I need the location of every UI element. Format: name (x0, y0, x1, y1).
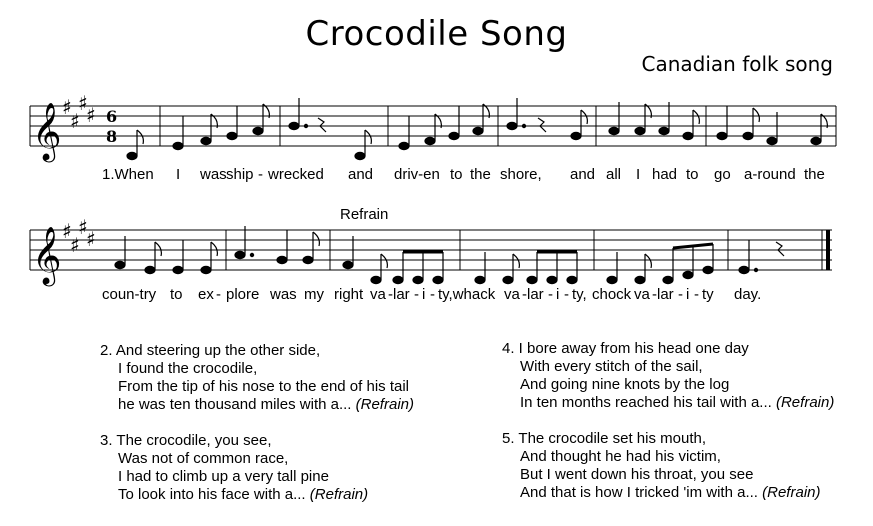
lyric-syllable: day. (734, 286, 762, 303)
notes-line-2 (115, 226, 784, 284)
svg-text:♯: ♯ (86, 103, 96, 127)
verse-line: I had to climb up a very tall pine (118, 468, 329, 485)
svg-text:♯: ♯ (86, 227, 96, 251)
lyrics-line-2 (0, 286, 873, 306)
treble-clef-icon: 𝄞 (32, 102, 62, 160)
lyric-syllable: ty, (572, 286, 587, 303)
lyric-syllable: 1.When (102, 166, 154, 183)
lyric-syllable: ship (226, 166, 254, 183)
lyric-syllable: -lar (652, 286, 674, 303)
lyric-syllable: driv-en (394, 166, 440, 183)
lyric-syllable: ty,whack (438, 286, 496, 303)
lyric-syllable: right (334, 286, 364, 303)
lyric-syllable: - (414, 286, 419, 303)
key-signature-sharps (62, 92, 96, 133)
lyric-syllable: had (652, 166, 678, 183)
lyric-syllable: to (686, 166, 699, 183)
lyric-syllable: I (176, 166, 181, 183)
lyric-syllable: - (430, 286, 435, 303)
time-sig-bottom: 8 (106, 127, 118, 146)
lyric-syllable: - (694, 286, 699, 303)
verse-line (100, 486, 368, 504)
notes-line-1 (127, 98, 827, 160)
lyric-syllable: and (348, 166, 374, 183)
refrain-cue: (Refrain) (775, 394, 835, 411)
verse-line: I found the crocodile, (118, 360, 258, 377)
verse-4 (502, 340, 834, 412)
lyric-syllable: va (634, 286, 650, 303)
lyric-syllable: i (422, 286, 426, 303)
verse-2 (100, 342, 414, 414)
lyric-syllable: -lar (388, 286, 410, 303)
verse-5 (502, 430, 821, 502)
key-signature-sharps (62, 216, 96, 257)
lyric-syllable: plore (226, 286, 260, 303)
lyrics-line-1 (0, 166, 873, 186)
verse-line: And thought he had his victim, (520, 448, 721, 465)
verse-line-text: In ten months reached his tail with a... (520, 394, 772, 411)
lyric-syllable: va (504, 286, 520, 303)
lyric-syllable: all (606, 166, 622, 183)
lyric-syllable: - (564, 286, 569, 303)
svg-text:♯: ♯ (62, 95, 72, 119)
lyric-syllable: I (636, 166, 641, 183)
verse-line-text: he was ten thousand miles with a... (118, 396, 352, 413)
lyric-syllable: was (200, 166, 227, 183)
refrain-cue: (Refrain) (355, 396, 414, 413)
verse-line (100, 396, 414, 414)
lyric-syllable: - (216, 286, 221, 303)
lyric-syllable: and (570, 166, 596, 183)
lyric-syllable: - (678, 286, 683, 303)
verse-line: Was not of common race, (118, 450, 289, 467)
time-signature (106, 107, 117, 146)
verse-line: 2. And steering up the other side, (100, 342, 321, 359)
page-title: Crocodile Song (305, 14, 568, 54)
verse-line: 4. I bore away from his head one day (502, 340, 749, 357)
verse-line: And going nine knots by the log (520, 376, 730, 393)
svg-text:♯: ♯ (70, 233, 80, 257)
lyric-syllable: shore, (500, 166, 542, 183)
lyric-syllable: the (470, 166, 491, 183)
verse-line: But I went down his throat, you see (520, 466, 754, 483)
treble-clef-icon: 𝄞 (32, 226, 62, 284)
lyric-syllable: -lar (522, 286, 544, 303)
lyric-syllable: ex (198, 286, 214, 303)
lyric-syllable: to (170, 286, 183, 303)
svg-text:♯: ♯ (70, 109, 80, 133)
refrain-cue: (Refrain) (309, 486, 369, 503)
lyric-syllable: go (714, 166, 731, 183)
refrain-label: Refrain (340, 206, 389, 223)
lyric-syllable: was (270, 286, 297, 303)
verse-line-text: And that is how I tricked 'im with a... (520, 484, 758, 501)
lyric-syllable: wrecked (268, 166, 324, 183)
composer-credit: Canadian folk song (641, 52, 833, 76)
music-staff-line-1 (0, 92, 873, 172)
refrain-cue: (Refrain) (762, 484, 821, 501)
verse-line (502, 484, 821, 502)
lyric-syllable: to (450, 166, 463, 183)
verse-line: From the tip of his nose to the end of his tail (118, 378, 409, 395)
lyric-syllable: i (686, 286, 690, 303)
verse-line: 3. The crocodile, you see, (100, 432, 272, 449)
verse-line (502, 394, 834, 412)
verse-line: With every stitch of the sail, (520, 358, 703, 375)
lyric-syllable: i (556, 286, 560, 303)
lyric-syllable: a-round (744, 166, 796, 183)
lyric-syllable: coun-try (102, 286, 157, 303)
lyric-syllable: - (258, 166, 263, 183)
music-staff-line-2 (0, 216, 873, 296)
lyric-syllable: va (370, 286, 386, 303)
lyric-syllable: my (304, 286, 324, 303)
verse-line-text: To look into his face with a... (118, 486, 306, 503)
lyric-syllable: ty (702, 286, 714, 303)
verse-line: 5. The crocodile set his mouth, (502, 430, 706, 447)
lyric-syllable: - (548, 286, 553, 303)
time-sig-top: 6 (106, 107, 118, 126)
verse-3 (100, 432, 368, 504)
lyric-syllable: chock (592, 286, 632, 303)
svg-text:♯: ♯ (62, 219, 72, 243)
lyric-syllable: the (804, 166, 825, 183)
svg-text:♯: ♯ (78, 216, 88, 239)
svg-text:♯: ♯ (78, 92, 88, 115)
